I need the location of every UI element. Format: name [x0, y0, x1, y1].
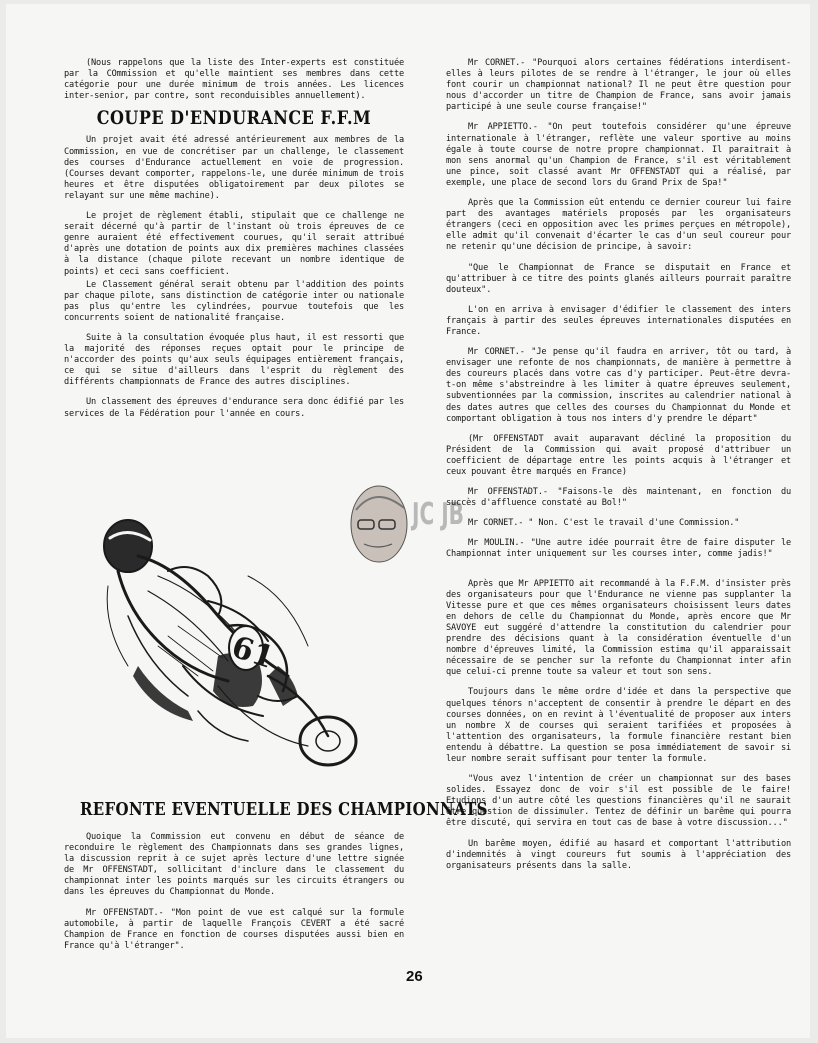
- section-title-championnats: REFONTE EVENTUELLE DES CHAMPIONNATS: [80, 798, 488, 820]
- right-column: [446, 58, 791, 881]
- paragraph: Mr MOULIN.- "Une autre idée pourrait être de faire disputer le Championnat inter uniquement sur les courses inter, comme jadis!": [446, 538, 791, 560]
- paragraph: "Vous avez l'intention de créer un championnat sur des bases solides. Essayez donc de voir s'il est possible de le faire! Etudions d'un autre côté les questions financières qu'il ne saurait être question de dissimuler. Tentez de définir un barême qui pourra être discuté, qui servira en tout cas de base à votre discussion...": [446, 774, 791, 829]
- paragraph: Mr CORNET.- " Non. C'est le travail d'une Commission.": [468, 518, 740, 529]
- paragraph: Un barême moyen, édifié au hasard et comportant l'attribution d'indemnités à vingt coureurs fut soumis à l'appréciation des organisateurs présents dans la salle.: [446, 838, 791, 871]
- paragraph: Quoique la Commission eut convenu en début de séance de reconduire le règlement des Championnats dans ses grandes lignes, la discussion reprit à ce sujet après lecture d'une lettre signée de Mr OFFENSTADT, sollicitant d'inclure dans le classement du championnat inter les points marqués sur les circuits étrangers ou dans les épreuves du Championnat du Monde.: [64, 832, 404, 898]
- race-number: 61: [227, 629, 278, 676]
- paragraph: "Que le Championnat de France se disputait en France et qu'attribuer à ce titre des points glanés ailleurs pourrait paraître douteux".: [446, 262, 791, 295]
- paragraph: Suite à la consultation évoquée plus haut, il est ressorti que la majorité des réponses reçues optait pour le principe de n'accorder des points qu'aux seuls équipages entièrement français, ce qui se situe d'ailleurs dans l'esprit du règlement des différents championnats de France des autres disciplines.: [64, 332, 404, 388]
- magazine-page: [6, 4, 810, 1038]
- section-title-endurance: COUPE D'ENDURANCE F.F.M: [96, 106, 372, 129]
- paragraph: Le Classement général serait obtenu par l'addition des points par chaque pilote, sans distinction de catégorie inter ou nationale pas plus qu'entre les cylindrées, pourvue toutefois que les concurrents soient de nationalité française.: [64, 279, 404, 323]
- left-column-bottom: [64, 832, 404, 961]
- paragraph: (Mr OFFENSTADT avait auparavant décliné la proposition du Président de la Commission qui avait proposé d'attribuer un coefficient de départage entre les points acquis à l'étranger et ceux pouvant être marqués en France): [446, 433, 791, 477]
- motorcycle-rider-illustration: [98, 516, 368, 778]
- paragraph: Un classement des épreuves d'endurance sera donc édifié par les services de la Fédération pour l'année en cours.: [64, 397, 404, 419]
- paragraph: L'on en arriva à envisager d'édifier le classement des inters français à partir des seules épreuves internationales disputées en France.: [446, 304, 791, 337]
- paragraph: Après que la Commission eût entendu ce dernier coureur lui faire part des avantages matériels proposés par les organisateurs étrangers (ceci en opposition avec les primes perçues en métropole), elle admit qu'il convenait d'écarter le cas d'un seul coureur pour ne retenir qu'une décision de principe, à savoir:: [446, 198, 791, 253]
- intro-paragraph: (Nous rappelons que la liste des Inter-experts est constituée par la COmmission et qu'elle maintient ses membres dans cette catégorie pour une durée minimum de trois années. Les licences inter-senior, par contre, sont reconduisibles annuellement).: [64, 58, 404, 102]
- paragraph: Le projet de règlement établi, stipulait que ce challenge ne serait décerné qu'à partir de l'instant où trois épreuves de ce genre auraient été effectivement courues, qu'il serait attribué d'après une dotation de points aux dix premières machines classées à la distance (chaque pilote recevant un nombre identique de points) et ceci sans coefficient.: [64, 211, 404, 277]
- paragraph: Mr CORNET.- "Je pense qu'il faudra en arriver, tôt ou tard, à envisager une refonte de nos championnats, de manière à permettre à des coureurs placés dans votre cas d'y participer. Peut-être devra-t-on même s'abstreindre à les limiter à quatre épreuves seulement, subventionnées par la commission, inscrites au calendrier national à des dates autres que celles des courses du Championnat du Monde et comportant obligation à tous nos inters d'y prendre le départ": [446, 347, 791, 424]
- paragraph: Un projet avait été adressé antérieurement aux membres de la Commission, en vue de concrétiser par un challenge, le classement des courses d'Endurance actuellement en voie de progression. (Courses devant comporter, rappelons-le, une durée minimum de trois heures et être disputées obligatoirement par deux pilotes se relayant sur une même machine).: [64, 135, 404, 201]
- paragraph: Mr OFFENSTADT.- "Faisons-le dès maintenant, en fonction du succès d'affluence constaté au Bol!": [446, 487, 791, 509]
- watermark-logo: JC JB: [410, 497, 464, 532]
- page-number: 26: [406, 968, 423, 985]
- paragraph: Mr OFFENSTADT.- "Mon point de vue est calqué sur la formule automobile, à partir de laquelle François CEVERT a été sacré Champion de France en fonction de courses disputées aussi bien en France qu'à l'étranger".: [64, 907, 404, 951]
- left-column-top: [64, 58, 404, 429]
- paragraph: Toujours dans le même ordre d'idée et dans la perspective que quelques ténors n'acceptent de consentir à prendre le départ en des courses données, on en revint à l'éventualité de proposer aux inters un nombre X de courses qui seraient tarifiées et proposées à l'attention des organisateurs, la formule financière restant bien entendu à débattre. La question se posa immédiatement de savoir si leur nombre serait suffisant pour tenter la formule.: [446, 687, 791, 764]
- paragraph: Mr CORNET.- "Pourquoi alors certaines fédérations interdisent-elles à leurs pilotes de se rendre à l'étranger, le jour où elles font courir un championnat national? Il ne peut être question pour nous d'accorder un titre de Champion de France, sans avoir jamais participé à une seule course française!": [446, 58, 791, 113]
- paragraph: Mr APPIETTO.- "On peut toutefois considérer qu'une épreuve internationale à l'étranger, reflète une valeur sportive au moins égale à toute course de notre propre championnat. Il paraitrait à mon sens anormal qu'un Champion de France, s'il est véritablement une pince, soit classé avant Mr OFFENSTADT qui a réalisé, par exemple, une place de second lors du Grand Prix de Spa!": [446, 122, 791, 188]
- paragraph: Après que Mr APPIETTO ait recommandé à la F.F.M. d'insister près des organisateurs pour que l'Endurance ne vienne pas supplanter la Vitesse pure et que ces mêmes organisateurs choisissent leurs dates en dehors de celle du Championnat du Monde, après encore que Mr SAVOYE eut suggéré d'attendre la constitution du calendrier pour prendre des décisions quant à la considération éventuelle d'un nombre d'épreuves limité, la Commission estima qu'il apparaissait nécessaire de se pencher sur la refonte du Championnat inter afin que celui-ci prenne toute sa valeur et tout son sens.: [446, 578, 791, 678]
